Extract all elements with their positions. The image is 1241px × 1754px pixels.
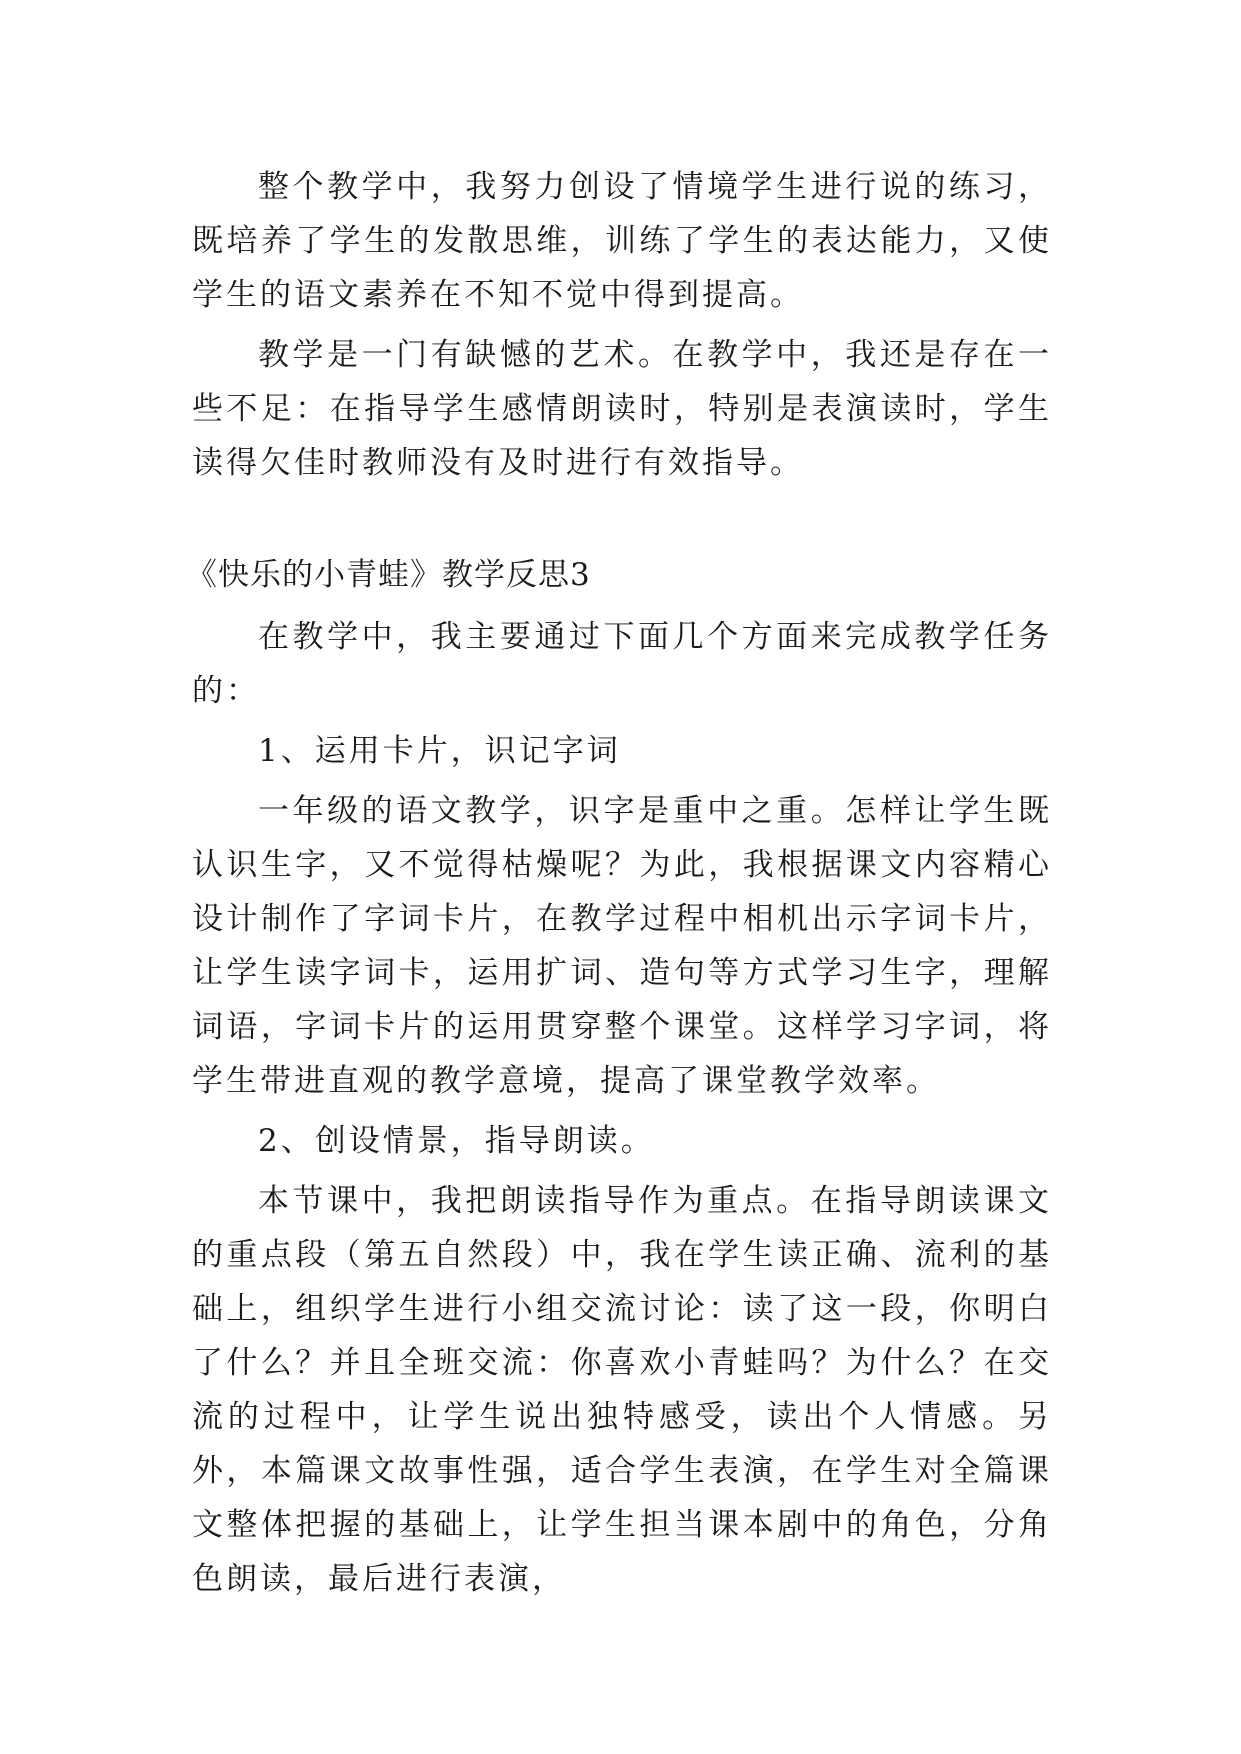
paragraph-creative-situations: 整个教学中，我努力创设了情境学生进行说的练习，既培养了学生的发散思维，训练了学生的表达能力，又使学生的语文素养在不知不觉中得到提高。 xyxy=(192,169,1052,313)
section-spacer xyxy=(192,496,1052,548)
paragraph-word-cards: 一年级的语文教学，识字是重中之重。怎样让学生既认识生字，又不觉得枯燥呢？为此，我根据课文内容精心设计制作了字词卡片，在教学过程中相机出示字词卡片，让学生读字词卡，运用扩词、造句等方式学习生字，理解词语，字词卡片的运用贯穿整个课堂。这样学习字词，将学生带进直观的教学意境，提高了课堂教学效率。 xyxy=(192,793,1052,1099)
paragraph-intro: 在教学中，我主要通过下面几个方面来完成教学任务的： xyxy=(192,619,1052,709)
document-body xyxy=(186,160,1052,1612)
paragraph-shortcomings: 教学是一门有缺憾的艺术。在教学中，我还是存在一些不足：在指导学生感情朗读时，特别是表演读时，学生读得欠佳时教师没有及时进行有效指导。 xyxy=(192,337,1052,481)
section-title: 《快乐的小青蛙》教学反思3 xyxy=(186,557,591,593)
paragraph-reading-guidance: 本节课中，我把朗读指导作为重点。在指导朗读课文的重点段（第五自然段）中，我在学生读正确、流利的基础上，组织学生进行小组交流讨论：读了这一段，你明白了什么？并且全班交流：你喜欢小青蛙吗？为什么？在交流的过程中，让学生说出独特感受，读出个人情感。另外，本篇课文故事性强，适合学生表演，在学生对全篇课文整体把握的基础上，让学生担当课本剧中的角色，分角色朗读，最后进行表演， xyxy=(192,1183,1052,1597)
heading-item-1: 1、运用卡片，识记字词 xyxy=(258,733,621,769)
heading-item-2: 2、创设情景，指导朗读。 xyxy=(258,1123,655,1159)
